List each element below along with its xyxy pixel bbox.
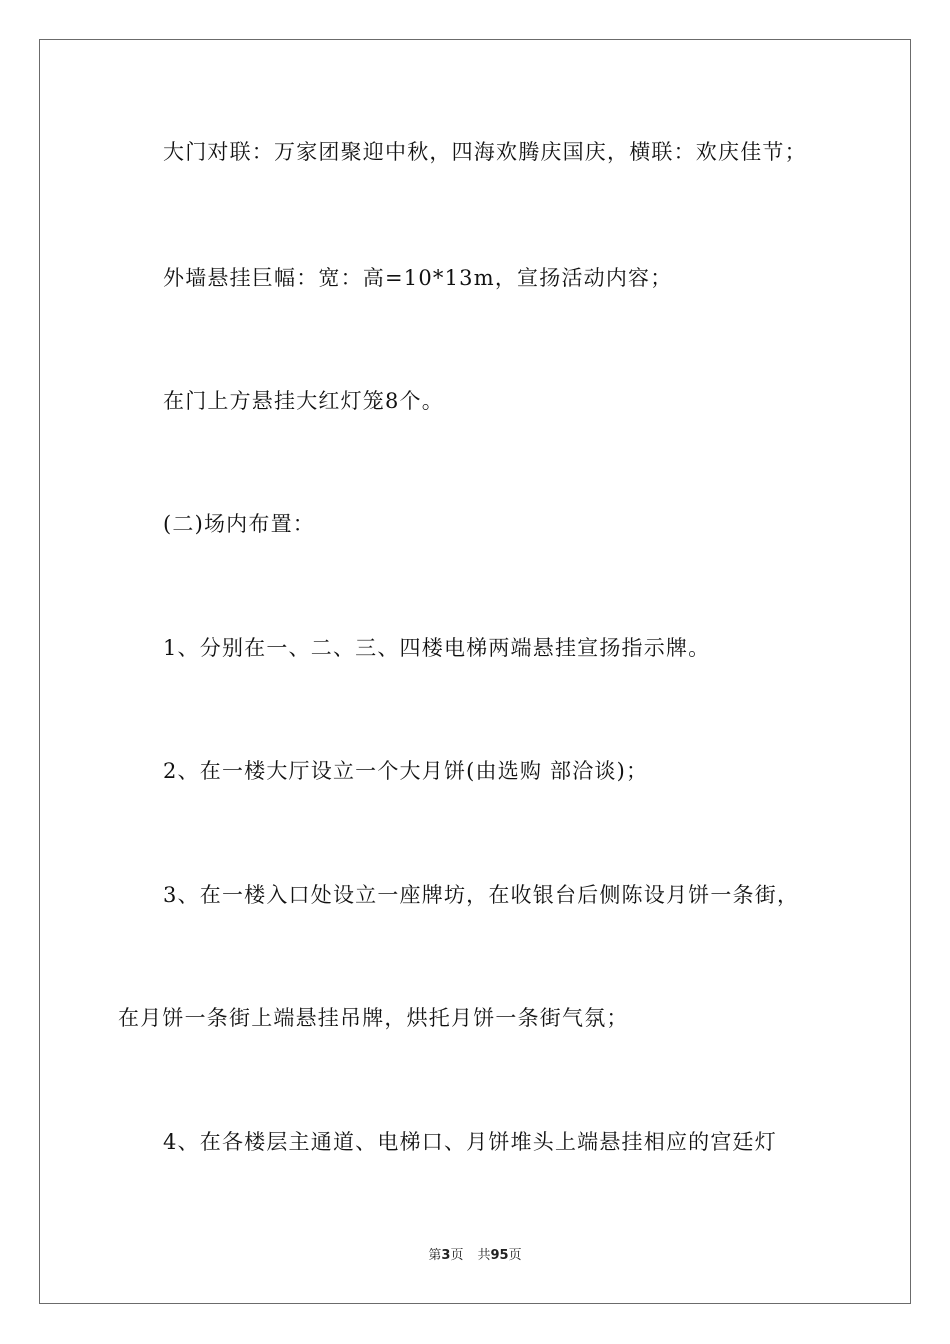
footer-total-suffix: 页	[508, 1248, 522, 1263]
list-item-1: 1、分别在一、二、三、四楼电梯两端悬挂宣扬指示牌。	[163, 636, 711, 660]
page-border	[39, 39, 911, 1304]
footer-page-prefix: 第	[428, 1248, 442, 1263]
paragraph-lanterns: 在门上方悬挂大红灯笼8个。	[163, 389, 444, 413]
footer-page-suffix: 页	[450, 1248, 464, 1263]
footer-page-number: 3	[441, 1248, 451, 1263]
list-item-3: 3、在一楼入口处设立一座牌坊，在收银台后侧陈设月饼一条街，	[163, 883, 800, 907]
paragraph-gate-couplet: 大门对联：万家团聚迎中秋，四海欢腾庆国庆，横联：欢庆佳节；	[163, 140, 807, 164]
list-item-4: 4、在各楼层主通道、电梯口、月饼堆头上端悬挂相应的宫廷灯	[163, 1130, 777, 1154]
footer-total-pages: 95	[490, 1248, 509, 1263]
page-footer	[0, 1247, 950, 1265]
list-item-3-continuation: 在月饼一条街上端悬挂吊牌，烘托月饼一条街气氛；	[118, 1006, 629, 1030]
list-item-2: 2、在一楼大厅设立一个大月饼(由选购 部洽谈)；	[163, 759, 649, 783]
footer-total-prefix: 共	[477, 1248, 491, 1263]
section-heading-indoor-layout: (二)场内布置：	[163, 512, 315, 536]
paragraph-wall-banner: 外墙悬挂巨幅：宽：高=10*13m，宣扬活动内容；	[163, 266, 673, 290]
